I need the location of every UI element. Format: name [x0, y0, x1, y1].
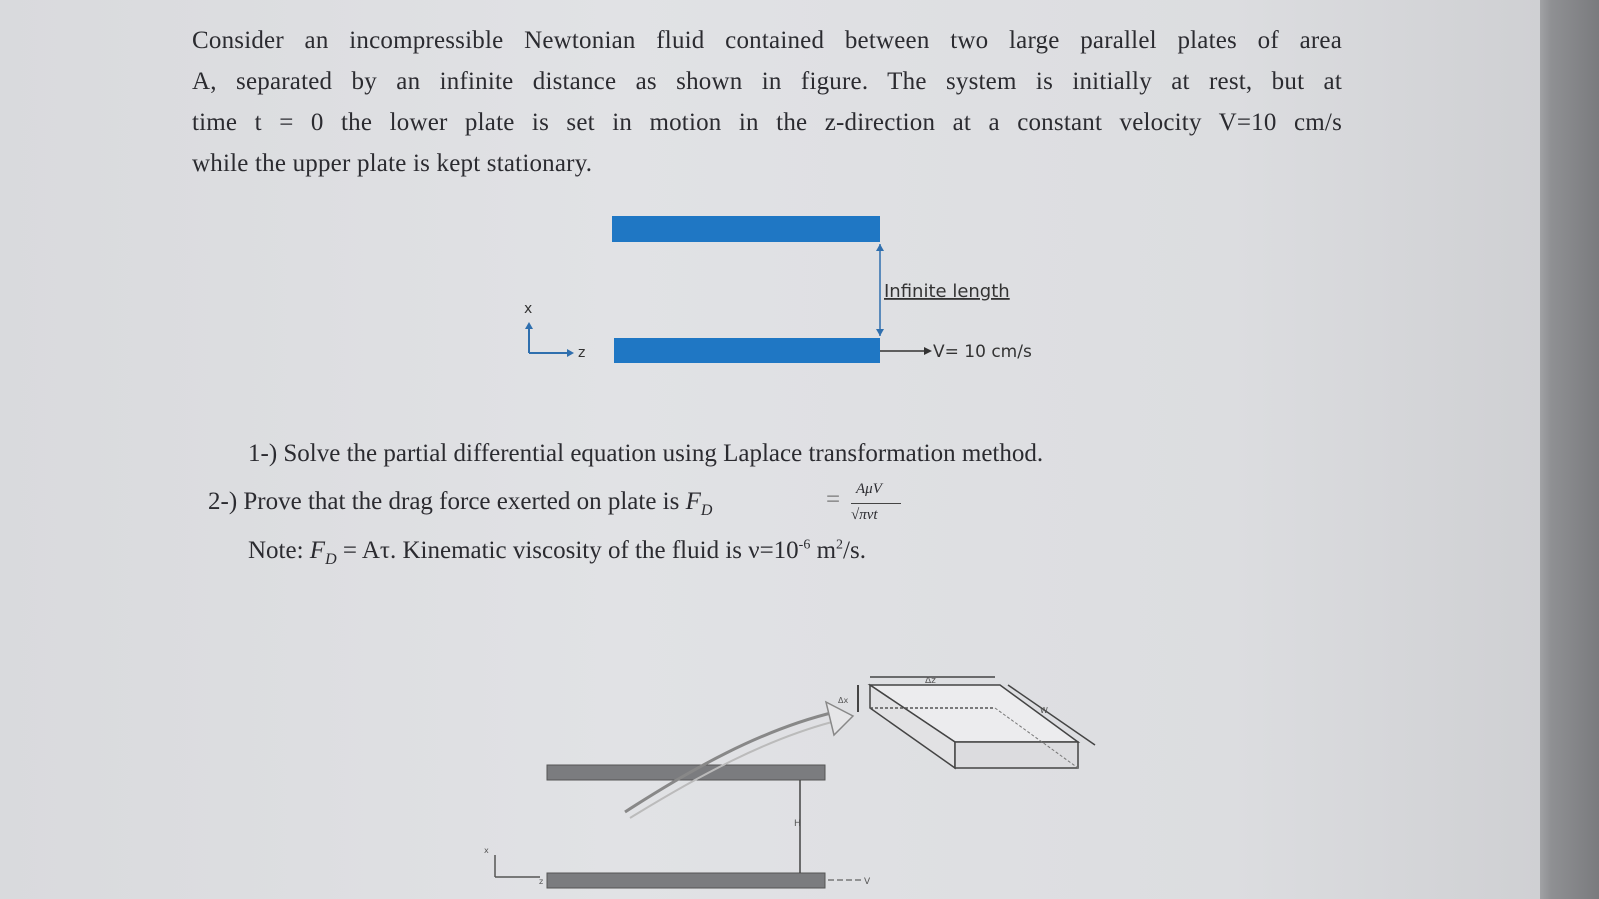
fig2-lower-plate [547, 873, 825, 888]
nu-unit-tail: /s. [843, 537, 866, 564]
intro-line-2: A, separated by an infinite distance as shown in figure. The system is initially at rest, but at [192, 68, 1342, 95]
fraction-numerator: AμV [856, 481, 882, 497]
fig2-v-label: V [864, 877, 871, 887]
note-equation: = Aτ [342, 537, 390, 564]
fig2-upper-plate [547, 765, 825, 780]
gap-label: Infinite length [884, 281, 1010, 302]
question-1: 1-) Solve the partial differential equation using Laplace transformation method. [248, 440, 1044, 467]
question-2-text: 2-) Prove that the drag force exerted on plate is [208, 488, 686, 515]
cv-dx-label: Δx [838, 696, 849, 705]
cv-side-face [955, 742, 1078, 768]
cv-dz-label: Δz [925, 676, 936, 686]
nu-symbol: ν [748, 537, 760, 564]
drag-force-symbol: F [685, 488, 701, 515]
cv-w-label: W [1040, 706, 1048, 715]
axis-x-label: x [524, 301, 533, 317]
axis-z-label: z [578, 345, 586, 361]
note-force-subscript: D [325, 551, 337, 568]
note-prefix: Note: [248, 537, 310, 564]
note-text: . Kinematic viscosity of the fluid is [389, 537, 749, 564]
intro-line-1: Consider an incompressible Newtonian fluid contained between two large parallel plates of area [192, 27, 1342, 54]
fig2-x-label: x [484, 846, 489, 855]
nu-exponent: -6 [798, 537, 811, 553]
velocity-label: V= 10 cm/s [933, 342, 1032, 362]
nu-unit: m [810, 537, 837, 564]
drag-force-subscript: D [700, 502, 713, 519]
equals-sign: = [826, 486, 841, 513]
fig2-pointer-arrowhead [826, 702, 853, 735]
nu-unit-exponent: 2 [836, 537, 844, 553]
fig2-z-label: z [539, 877, 544, 886]
fraction-denominator: √πνt [851, 507, 878, 523]
nu-value: =10 [759, 537, 799, 564]
intro-line-3: time t = 0 the lower plate is set in motion in the z-direction at a constant velocity V=10 cm/s [192, 109, 1342, 136]
fig2-h-label: H [794, 819, 801, 829]
note-force-symbol: F [309, 537, 326, 564]
intro-line-4: while the upper plate is kept stationary. [192, 150, 593, 177]
